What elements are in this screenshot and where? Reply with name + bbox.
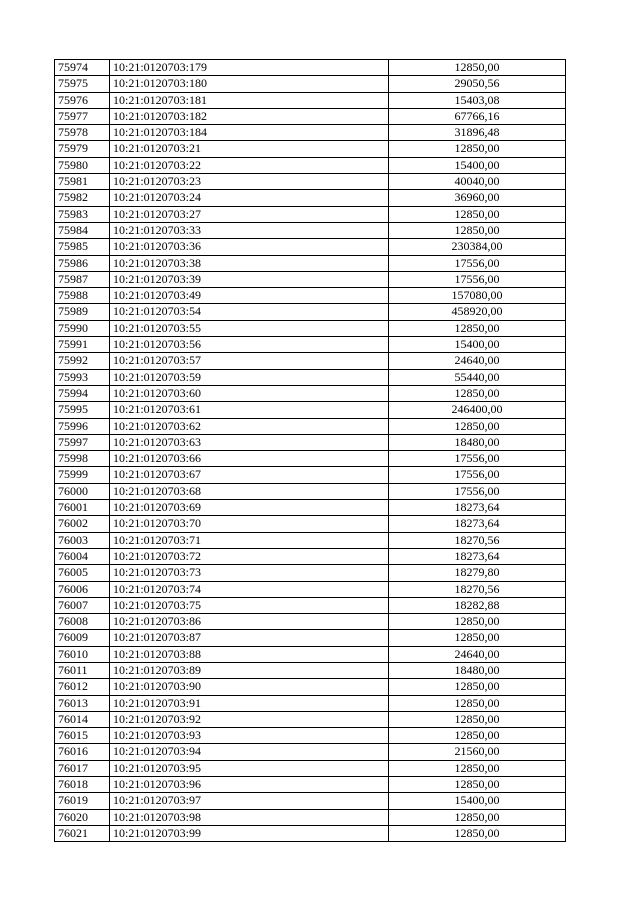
cadastral-code-cell: 10:21:0120703:68 (110, 483, 389, 499)
cadastral-code-cell: 10:21:0120703:73 (110, 565, 389, 581)
amount-cell: 21560,00 (389, 744, 566, 760)
row-number-cell: 76021 (55, 825, 110, 841)
cadastral-code-cell: 10:21:0120703:38 (110, 255, 389, 271)
row-number-cell: 75998 (55, 451, 110, 467)
amount-cell: 15400,00 (389, 793, 566, 809)
cadastral-code-cell: 10:21:0120703:92 (110, 711, 389, 727)
cadastral-code-cell: 10:21:0120703:90 (110, 679, 389, 695)
row-number-cell: 75984 (55, 222, 110, 238)
cadastral-code-cell: 10:21:0120703:69 (110, 500, 389, 516)
table-row (55, 728, 566, 744)
row-number-cell: 75991 (55, 337, 110, 353)
row-number-cell: 75980 (55, 157, 110, 173)
row-number-cell: 76017 (55, 760, 110, 776)
amount-cell: 18279,80 (389, 565, 566, 581)
amount-cell: 12850,00 (389, 418, 566, 434)
table-row (55, 174, 566, 190)
row-number-cell: 76004 (55, 548, 110, 564)
amount-cell: 12850,00 (389, 222, 566, 238)
table-row (55, 777, 566, 793)
table-row (55, 222, 566, 238)
table-row (55, 516, 566, 532)
cadastral-code-cell: 10:21:0120703:54 (110, 304, 389, 320)
row-number-cell: 76012 (55, 679, 110, 695)
amount-cell: 55440,00 (389, 369, 566, 385)
amount-cell: 17556,00 (389, 271, 566, 287)
amount-cell: 18480,00 (389, 662, 566, 678)
table-row (55, 60, 566, 76)
cadastral-code-cell: 10:21:0120703:21 (110, 141, 389, 157)
row-number-cell: 76013 (55, 695, 110, 711)
amount-cell: 18273,64 (389, 548, 566, 564)
amount-cell: 230384,00 (389, 239, 566, 255)
row-number-cell: 76006 (55, 581, 110, 597)
cadastral-code-cell: 10:21:0120703:70 (110, 516, 389, 532)
row-number-cell: 75997 (55, 434, 110, 450)
amount-cell: 246400,00 (389, 402, 566, 418)
cadastral-code-cell: 10:21:0120703:33 (110, 222, 389, 238)
table-row (55, 548, 566, 564)
cadastral-code-cell: 10:21:0120703:93 (110, 728, 389, 744)
table-row (55, 614, 566, 630)
cadastral-code-cell: 10:21:0120703:94 (110, 744, 389, 760)
cadastral-code-cell: 10:21:0120703:57 (110, 353, 389, 369)
cadastral-code-cell: 10:21:0120703:179 (110, 60, 389, 76)
row-number-cell: 75985 (55, 239, 110, 255)
amount-cell: 24640,00 (389, 646, 566, 662)
cadastral-code-cell: 10:21:0120703:72 (110, 548, 389, 564)
table-row (55, 695, 566, 711)
row-number-cell: 76014 (55, 711, 110, 727)
row-number-cell: 75975 (55, 76, 110, 92)
cadastral-code-cell: 10:21:0120703:97 (110, 793, 389, 809)
table-row (55, 711, 566, 727)
cadastral-code-cell: 10:21:0120703:22 (110, 157, 389, 173)
cadastral-code-cell: 10:21:0120703:59 (110, 369, 389, 385)
cadastral-code-cell: 10:21:0120703:99 (110, 825, 389, 841)
cadastral-code-cell: 10:21:0120703:63 (110, 434, 389, 450)
table-row (55, 304, 566, 320)
row-number-cell: 75994 (55, 385, 110, 401)
cadastral-code-cell: 10:21:0120703:184 (110, 125, 389, 141)
amount-cell: 18270,56 (389, 532, 566, 548)
row-number-cell: 75981 (55, 174, 110, 190)
row-number-cell: 75995 (55, 402, 110, 418)
table-row (55, 255, 566, 271)
table-row (55, 337, 566, 353)
cadastral-code-cell: 10:21:0120703:75 (110, 597, 389, 613)
amount-cell: 12850,00 (389, 760, 566, 776)
table-row (55, 825, 566, 841)
amount-cell: 31896,48 (389, 125, 566, 141)
row-number-cell: 75978 (55, 125, 110, 141)
table-row (55, 353, 566, 369)
cadastral-code-cell: 10:21:0120703:60 (110, 385, 389, 401)
row-number-cell: 76003 (55, 532, 110, 548)
amount-cell: 12850,00 (389, 206, 566, 222)
amount-cell: 15403,08 (389, 92, 566, 108)
amount-cell: 12850,00 (389, 695, 566, 711)
cadastral-code-cell: 10:21:0120703:36 (110, 239, 389, 255)
amount-cell: 17556,00 (389, 451, 566, 467)
row-number-cell: 76011 (55, 662, 110, 678)
amount-cell: 17556,00 (389, 483, 566, 499)
table-row (55, 565, 566, 581)
amount-cell: 12850,00 (389, 320, 566, 336)
table-row (55, 141, 566, 157)
amount-cell: 12850,00 (389, 809, 566, 825)
amount-cell: 12850,00 (389, 630, 566, 646)
table-row (55, 467, 566, 483)
table-row (55, 597, 566, 613)
row-number-cell: 75992 (55, 353, 110, 369)
table-row (55, 760, 566, 776)
cadastral-code-cell: 10:21:0120703:71 (110, 532, 389, 548)
table-row (55, 108, 566, 124)
cadastral-code-cell: 10:21:0120703:87 (110, 630, 389, 646)
row-number-cell: 75990 (55, 320, 110, 336)
cadastral-code-cell: 10:21:0120703:39 (110, 271, 389, 287)
cadastral-code-cell: 10:21:0120703:182 (110, 108, 389, 124)
row-number-cell: 76020 (55, 809, 110, 825)
cadastral-code-cell: 10:21:0120703:67 (110, 467, 389, 483)
amount-cell: 24640,00 (389, 353, 566, 369)
amount-cell: 29050,56 (389, 76, 566, 92)
cadastral-code-cell: 10:21:0120703:86 (110, 614, 389, 630)
table-row (55, 630, 566, 646)
table-row (55, 483, 566, 499)
row-number-cell: 75987 (55, 271, 110, 287)
table-row (55, 451, 566, 467)
amount-cell: 67766,16 (389, 108, 566, 124)
cadastral-code-cell: 10:21:0120703:96 (110, 777, 389, 793)
amount-cell: 12850,00 (389, 825, 566, 841)
table-row (55, 239, 566, 255)
row-number-cell: 75996 (55, 418, 110, 434)
amount-cell: 12850,00 (389, 141, 566, 157)
row-number-cell: 76008 (55, 614, 110, 630)
row-number-cell: 75977 (55, 108, 110, 124)
table-row (55, 532, 566, 548)
row-number-cell: 75986 (55, 255, 110, 271)
row-number-cell: 76018 (55, 777, 110, 793)
row-number-cell: 75983 (55, 206, 110, 222)
table-row (55, 434, 566, 450)
amount-cell: 157080,00 (389, 288, 566, 304)
row-number-cell: 75982 (55, 190, 110, 206)
cadastral-code-cell: 10:21:0120703:56 (110, 337, 389, 353)
row-number-cell: 76005 (55, 565, 110, 581)
row-number-cell: 76007 (55, 597, 110, 613)
row-number-cell: 76000 (55, 483, 110, 499)
table-row (55, 369, 566, 385)
table-row (55, 92, 566, 108)
amount-cell: 18480,00 (389, 434, 566, 450)
table-row (55, 206, 566, 222)
row-number-cell: 75979 (55, 141, 110, 157)
cadastral-code-cell: 10:21:0120703:61 (110, 402, 389, 418)
amount-cell: 18273,64 (389, 500, 566, 516)
table-row (55, 190, 566, 206)
cadastral-code-cell: 10:21:0120703:91 (110, 695, 389, 711)
row-number-cell: 75988 (55, 288, 110, 304)
amount-cell: 36960,00 (389, 190, 566, 206)
amount-cell: 12850,00 (389, 777, 566, 793)
table-row (55, 125, 566, 141)
amount-cell: 18273,64 (389, 516, 566, 532)
data-table (54, 59, 566, 842)
cadastral-code-cell: 10:21:0120703:98 (110, 809, 389, 825)
cadastral-code-cell: 10:21:0120703:66 (110, 451, 389, 467)
cadastral-code-cell: 10:21:0120703:95 (110, 760, 389, 776)
table-row (55, 288, 566, 304)
table-row (55, 581, 566, 597)
table-row (55, 157, 566, 173)
cadastral-code-cell: 10:21:0120703:55 (110, 320, 389, 336)
amount-cell: 12850,00 (389, 728, 566, 744)
amount-cell: 18282,88 (389, 597, 566, 613)
amount-cell: 15400,00 (389, 337, 566, 353)
cadastral-code-cell: 10:21:0120703:89 (110, 662, 389, 678)
row-number-cell: 75976 (55, 92, 110, 108)
table-body (55, 60, 566, 842)
table-row (55, 793, 566, 809)
row-number-cell: 76015 (55, 728, 110, 744)
amount-cell: 17556,00 (389, 255, 566, 271)
row-number-cell: 75999 (55, 467, 110, 483)
cadastral-code-cell: 10:21:0120703:23 (110, 174, 389, 190)
table-row (55, 402, 566, 418)
row-number-cell: 75993 (55, 369, 110, 385)
cadastral-code-cell: 10:21:0120703:24 (110, 190, 389, 206)
row-number-cell: 76002 (55, 516, 110, 532)
amount-cell: 458920,00 (389, 304, 566, 320)
amount-cell: 12850,00 (389, 679, 566, 695)
cadastral-code-cell: 10:21:0120703:180 (110, 76, 389, 92)
table-row (55, 76, 566, 92)
table-row (55, 271, 566, 287)
amount-cell: 15400,00 (389, 157, 566, 173)
row-number-cell: 76001 (55, 500, 110, 516)
table-row (55, 744, 566, 760)
amount-cell: 17556,00 (389, 467, 566, 483)
table-row (55, 809, 566, 825)
cadastral-code-cell: 10:21:0120703:49 (110, 288, 389, 304)
table-row (55, 662, 566, 678)
row-number-cell: 75974 (55, 60, 110, 76)
cadastral-code-cell: 10:21:0120703:88 (110, 646, 389, 662)
row-number-cell: 75989 (55, 304, 110, 320)
table-row (55, 679, 566, 695)
amount-cell: 12850,00 (389, 60, 566, 76)
cadastral-code-cell: 10:21:0120703:74 (110, 581, 389, 597)
row-number-cell: 76019 (55, 793, 110, 809)
amount-cell: 12850,00 (389, 385, 566, 401)
table-row (55, 385, 566, 401)
amount-cell: 40040,00 (389, 174, 566, 190)
amount-cell: 12850,00 (389, 711, 566, 727)
table-row (55, 320, 566, 336)
row-number-cell: 76009 (55, 630, 110, 646)
row-number-cell: 76010 (55, 646, 110, 662)
amount-cell: 12850,00 (389, 614, 566, 630)
cadastral-code-cell: 10:21:0120703:62 (110, 418, 389, 434)
table-row (55, 646, 566, 662)
table-row (55, 500, 566, 516)
cadastral-code-cell: 10:21:0120703:181 (110, 92, 389, 108)
table-row (55, 418, 566, 434)
row-number-cell: 76016 (55, 744, 110, 760)
cadastral-code-cell: 10:21:0120703:27 (110, 206, 389, 222)
amount-cell: 18270,56 (389, 581, 566, 597)
